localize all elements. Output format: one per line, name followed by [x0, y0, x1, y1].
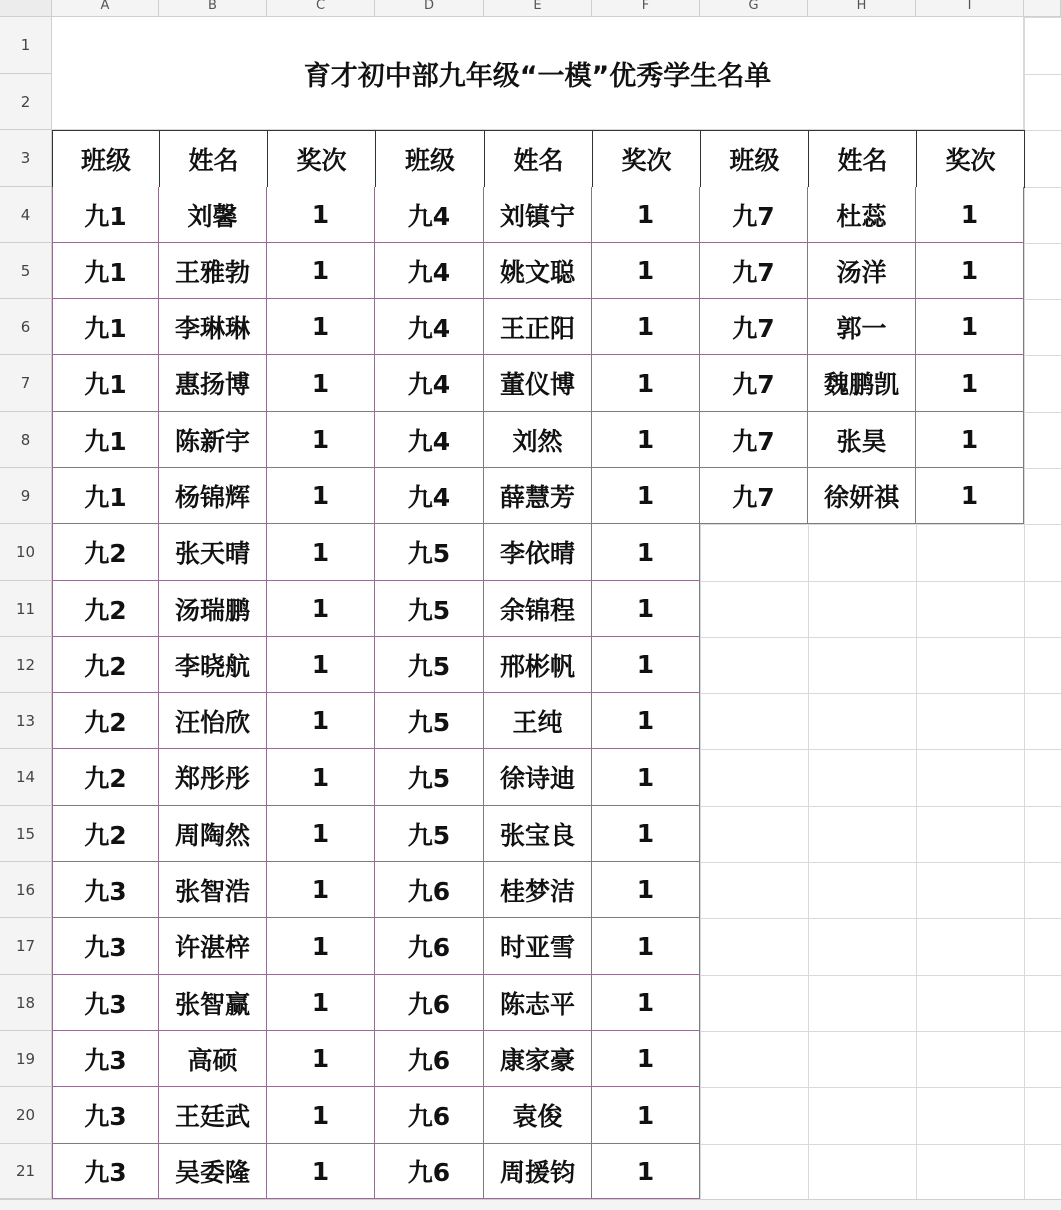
- table-header-cell[interactable]: 奖次: [592, 130, 701, 188]
- table-cell[interactable]: 九3: [52, 1031, 159, 1087]
- column-header-c[interactable]: C: [267, 0, 375, 17]
- table-cell[interactable]: 九1: [52, 187, 159, 243]
- table-cell[interactable]: 李晓航: [159, 637, 267, 693]
- table-cell[interactable]: 九3: [52, 1087, 159, 1144]
- table-cell[interactable]: 董仪博: [484, 355, 592, 412]
- table-cell[interactable]: 1: [592, 243, 700, 299]
- table-cell[interactable]: 九1: [52, 468, 159, 524]
- table-cell[interactable]: 姚文聪: [484, 243, 592, 299]
- row-header-8[interactable]: 8: [0, 412, 52, 468]
- row-header-10[interactable]: 10: [0, 524, 52, 581]
- column-header-g[interactable]: G: [700, 0, 808, 17]
- table-cell[interactable]: 九6: [375, 975, 484, 1031]
- table-cell[interactable]: 康家豪: [484, 1031, 592, 1087]
- table-cell[interactable]: 惠扬博: [159, 355, 267, 412]
- table-cell[interactable]: 1: [916, 187, 1024, 243]
- row-header-19[interactable]: 19: [0, 1031, 52, 1087]
- row-header-3[interactable]: 3: [0, 130, 52, 187]
- table-cell[interactable]: 1: [592, 299, 700, 355]
- table-cell[interactable]: 九2: [52, 637, 159, 693]
- table-cell[interactable]: 九1: [52, 243, 159, 299]
- row-header-7[interactable]: 7: [0, 355, 52, 412]
- gridline-vertical: [1024, 17, 1025, 1199]
- table-cell[interactable]: 1: [592, 918, 700, 975]
- table-cell[interactable]: 1: [267, 1144, 375, 1199]
- table-cell[interactable]: 九1: [52, 412, 159, 468]
- row-header-9[interactable]: 9: [0, 468, 52, 524]
- table-cell[interactable]: 徐诗迪: [484, 749, 592, 806]
- column-header-j[interactable]: [1024, 0, 1061, 17]
- table-header-cell[interactable]: 姓名: [484, 130, 593, 188]
- table-cell[interactable]: 九7: [700, 187, 808, 243]
- table-cell[interactable]: 张昊: [808, 412, 916, 468]
- table-cell[interactable]: 九6: [375, 862, 484, 918]
- table-header-cell[interactable]: 班级: [52, 130, 160, 188]
- table-cell[interactable]: 1: [592, 1031, 700, 1087]
- row-header-1[interactable]: 1: [0, 17, 52, 74]
- table-cell[interactable]: 1: [267, 524, 375, 581]
- table-cell[interactable]: 1: [267, 1031, 375, 1087]
- table-cell[interactable]: 九7: [700, 468, 808, 524]
- table-cell[interactable]: 1: [592, 468, 700, 524]
- table-cell[interactable]: 九4: [375, 187, 484, 243]
- table-cell[interactable]: 薛慧芳: [484, 468, 592, 524]
- table-cell[interactable]: 高硕: [159, 1031, 267, 1087]
- table-cell[interactable]: 九5: [375, 749, 484, 806]
- table-cell[interactable]: 1: [916, 355, 1024, 412]
- table-cell[interactable]: 九2: [52, 581, 159, 637]
- table-cell[interactable]: 吴委隆: [159, 1144, 267, 1199]
- table-cell[interactable]: 徐妍祺: [808, 468, 916, 524]
- table-cell[interactable]: 张智赢: [159, 975, 267, 1031]
- table-cell[interactable]: 九2: [52, 693, 159, 749]
- table-cell[interactable]: 杨锦辉: [159, 468, 267, 524]
- table-cell[interactable]: 1: [592, 862, 700, 918]
- table-cell[interactable]: 九1: [52, 355, 159, 412]
- table-cell[interactable]: 张天晴: [159, 524, 267, 581]
- table-cell[interactable]: 1: [267, 187, 375, 243]
- table-cell[interactable]: 1: [916, 412, 1024, 468]
- table-cell[interactable]: 九7: [700, 299, 808, 355]
- table-cell[interactable]: 汪怡欣: [159, 693, 267, 749]
- table-cell[interactable]: 许湛梓: [159, 918, 267, 975]
- table-cell[interactable]: 九3: [52, 975, 159, 1031]
- table-cell[interactable]: 王雅勃: [159, 243, 267, 299]
- table-cell[interactable]: 1: [267, 637, 375, 693]
- table-cell[interactable]: 九5: [375, 581, 484, 637]
- table-cell[interactable]: 1: [916, 299, 1024, 355]
- table-cell[interactable]: 九7: [700, 243, 808, 299]
- table-cell[interactable]: 1: [592, 975, 700, 1031]
- column-header-d[interactable]: D: [375, 0, 484, 17]
- table-cell[interactable]: 九2: [52, 749, 159, 806]
- bottom-scroll-area[interactable]: [0, 1199, 1061, 1210]
- table-cell[interactable]: 1: [267, 412, 375, 468]
- table-cell[interactable]: 九3: [52, 918, 159, 975]
- table-cell[interactable]: 1: [916, 468, 1024, 524]
- table-cell[interactable]: 汤洋: [808, 243, 916, 299]
- table-cell[interactable]: 九2: [52, 806, 159, 862]
- sheet-title[interactable]: 育才初中部九年级“一模”优秀学生名单: [52, 17, 1024, 130]
- table-cell[interactable]: 陈新宇: [159, 412, 267, 468]
- table-cell[interactable]: 王廷武: [159, 1087, 267, 1144]
- table-cell[interactable]: 郭一: [808, 299, 916, 355]
- table-cell[interactable]: 1: [267, 1087, 375, 1144]
- column-header-a[interactable]: A: [52, 0, 159, 17]
- table-cell[interactable]: 袁俊: [484, 1087, 592, 1144]
- row-header-11[interactable]: 11: [0, 581, 52, 637]
- row-header-6[interactable]: 6: [0, 299, 52, 355]
- column-header-b[interactable]: B: [159, 0, 267, 17]
- row-header-13[interactable]: 13: [0, 693, 52, 749]
- table-cell[interactable]: 余锦程: [484, 581, 592, 637]
- table-cell[interactable]: 九4: [375, 468, 484, 524]
- table-cell[interactable]: 九3: [52, 1144, 159, 1199]
- row-header-21[interactable]: 21: [0, 1144, 52, 1199]
- row-header-20[interactable]: 20: [0, 1087, 52, 1144]
- table-cell[interactable]: 1: [267, 581, 375, 637]
- table-cell[interactable]: 九7: [700, 412, 808, 468]
- table-cell[interactable]: 1: [267, 355, 375, 412]
- row-header-15[interactable]: 15: [0, 806, 52, 862]
- table-cell[interactable]: 张宝良: [484, 806, 592, 862]
- table-cell[interactable]: 1: [592, 355, 700, 412]
- table-cell[interactable]: 九1: [52, 299, 159, 355]
- column-header-i[interactable]: I: [916, 0, 1024, 17]
- row-header-4[interactable]: 4: [0, 187, 52, 243]
- row-header-17[interactable]: 17: [0, 918, 52, 975]
- table-cell[interactable]: 1: [267, 693, 375, 749]
- table-cell[interactable]: 郑彤彤: [159, 749, 267, 806]
- table-cell[interactable]: 周援钧: [484, 1144, 592, 1199]
- table-cell[interactable]: 九5: [375, 524, 484, 581]
- table-cell[interactable]: 1: [592, 749, 700, 806]
- table-cell[interactable]: 1: [916, 243, 1024, 299]
- table-cell[interactable]: 九5: [375, 637, 484, 693]
- table-cell[interactable]: 李依晴: [484, 524, 592, 581]
- table-cell[interactable]: 1: [267, 468, 375, 524]
- table-cell[interactable]: 陈志平: [484, 975, 592, 1031]
- table-cell[interactable]: 1: [267, 975, 375, 1031]
- table-header-cell[interactable]: 姓名: [159, 130, 268, 188]
- table-cell[interactable]: 九6: [375, 1144, 484, 1199]
- table-cell[interactable]: 1: [592, 1144, 700, 1199]
- table-cell[interactable]: 1: [267, 243, 375, 299]
- table-cell[interactable]: 1: [592, 1087, 700, 1144]
- row-header-2[interactable]: 2: [0, 74, 52, 130]
- table-header-cell[interactable]: 奖次: [916, 130, 1025, 188]
- table-cell[interactable]: 九6: [375, 1087, 484, 1144]
- table-cell[interactable]: 1: [267, 299, 375, 355]
- table-cell[interactable]: 九7: [700, 355, 808, 412]
- table-cell[interactable]: 1: [592, 581, 700, 637]
- table-header-cell[interactable]: 奖次: [267, 130, 376, 188]
- row-header-12[interactable]: 12: [0, 637, 52, 693]
- table-cell[interactable]: 九2: [52, 524, 159, 581]
- table-cell[interactable]: 九5: [375, 806, 484, 862]
- table-cell[interactable]: 九5: [375, 693, 484, 749]
- table-cell[interactable]: 时亚雪: [484, 918, 592, 975]
- column-header-h[interactable]: H: [808, 0, 916, 17]
- table-cell[interactable]: 杜蕊: [808, 187, 916, 243]
- table-cell[interactable]: 九6: [375, 918, 484, 975]
- table-cell[interactable]: 王正阳: [484, 299, 592, 355]
- table-cell[interactable]: 刘镇宁: [484, 187, 592, 243]
- table-cell[interactable]: 魏鹏凯: [808, 355, 916, 412]
- table-cell[interactable]: 王纯: [484, 693, 592, 749]
- row-header-18[interactable]: 18: [0, 975, 52, 1031]
- table-cell[interactable]: 1: [267, 749, 375, 806]
- column-header-f[interactable]: F: [592, 0, 700, 17]
- table-cell[interactable]: 汤瑞鹏: [159, 581, 267, 637]
- table-cell[interactable]: 1: [592, 806, 700, 862]
- table-cell[interactable]: 1: [267, 806, 375, 862]
- table-cell[interactable]: 九4: [375, 412, 484, 468]
- table-cell[interactable]: 刘馨: [159, 187, 267, 243]
- column-header-e[interactable]: E: [484, 0, 592, 17]
- table-cell[interactable]: 1: [267, 918, 375, 975]
- table-cell[interactable]: 九6: [375, 1031, 484, 1087]
- table-cell[interactable]: 1: [592, 187, 700, 243]
- table-cell[interactable]: 九4: [375, 299, 484, 355]
- table-cell[interactable]: 九3: [52, 862, 159, 918]
- table-cell[interactable]: 1: [592, 637, 700, 693]
- table-cell[interactable]: 1: [267, 862, 375, 918]
- select-all-corner[interactable]: [0, 0, 52, 17]
- table-header-cell[interactable]: 班级: [375, 130, 485, 188]
- table-header-cell[interactable]: 姓名: [808, 130, 917, 188]
- table-cell[interactable]: 1: [592, 412, 700, 468]
- row-header-16[interactable]: 16: [0, 862, 52, 918]
- table-cell[interactable]: 九4: [375, 355, 484, 412]
- table-cell[interactable]: 张智浩: [159, 862, 267, 918]
- table-cell[interactable]: 1: [592, 693, 700, 749]
- row-header-5[interactable]: 5: [0, 243, 52, 299]
- table-cell[interactable]: 九4: [375, 243, 484, 299]
- table-cell[interactable]: 桂梦洁: [484, 862, 592, 918]
- table-cell[interactable]: 李琳琳: [159, 299, 267, 355]
- table-cell[interactable]: 周陶然: [159, 806, 267, 862]
- table-cell[interactable]: 邢彬帆: [484, 637, 592, 693]
- table-header-cell[interactable]: 班级: [700, 130, 809, 188]
- table-cell[interactable]: 刘然: [484, 412, 592, 468]
- row-header-14[interactable]: 14: [0, 749, 52, 806]
- table-cell[interactable]: 1: [592, 524, 700, 581]
